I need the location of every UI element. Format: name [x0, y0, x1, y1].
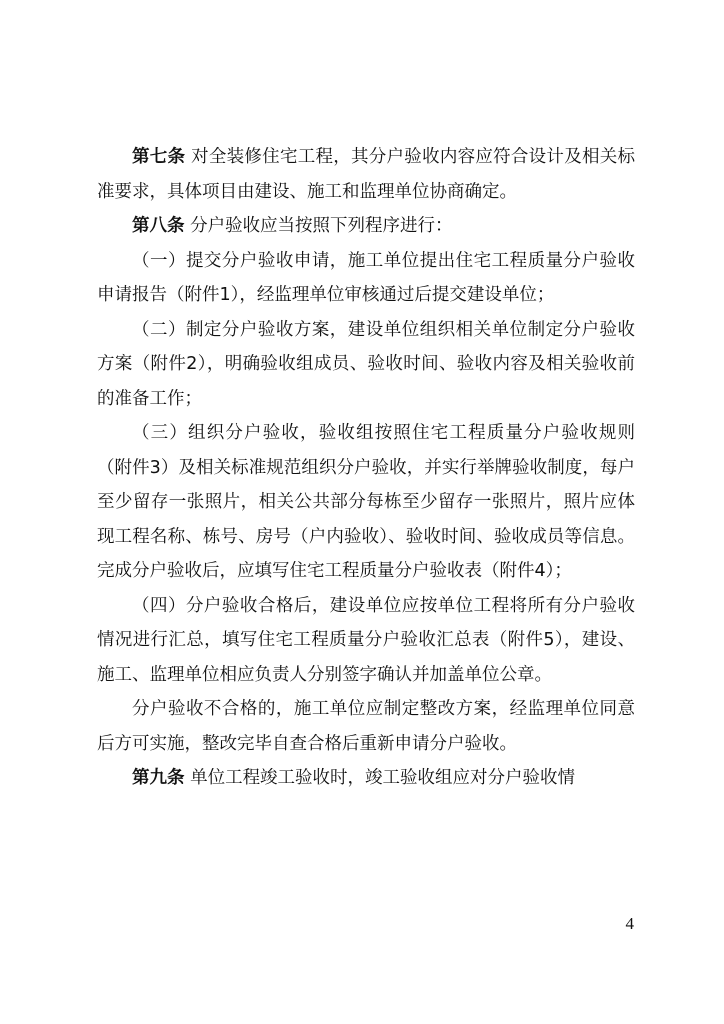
procedure-step-4-text: （四）分户验收合格后，建设单位应按单位工程将所有分户验收情况进行汇总，填写住宅工程质量分户验收汇总表（附件5），建设、施工、监理单位相应负责人分别签字确认并加盖单位公章。 [97, 595, 635, 685]
procedure-step-2 [97, 313, 635, 417]
procedure-step-4 [97, 589, 635, 693]
article-9-text: 单位工程竣工验收时，竣工验收组应对分户验收情 [184, 768, 576, 788]
procedure-step-1-text: （一）提交分户验收申请，施工单位提出住宅工程质量分户验收申请报告（附件1），经监理单位审核通过后提交建设单位； [97, 250, 635, 305]
procedure-step-2-text: （二）制定分户验收方案，建设单位组织相关单位制定分户验收方案（附件2），明确验收组成员、验收时间、验收内容及相关验收前的准备工作； [97, 319, 635, 409]
article-9-heading: 第九条 [132, 768, 185, 788]
article-7-heading: 第七条 [132, 147, 186, 167]
document-body [97, 140, 635, 796]
article-8-paragraph [97, 209, 635, 244]
procedure-step-3-text: （三）组织分户验收，验收组按照住宅工程质量分户验收规则（附件3）及相关标准规范组织分户验收，并实行举牌验收制度，每户至少留存一张照片，相关公共部分每栋至少留存一张照片，照片应体现工程名称、栋号、房号（户内验收）、验收时间、验收成员等信息。完成分户验收后，应填写住宅工程质量分户验收表（附件4）； [97, 423, 635, 581]
procedure-step-1 [97, 244, 635, 313]
article-7-text: 对全装修住宅工程，其分户验收内容应符合设计及相关标准要求，具体项目由建设、施工和监理单位协商确定。 [97, 147, 635, 202]
article-7-paragraph [97, 140, 635, 209]
article-9-paragraph [97, 761, 635, 796]
failed-inspection-paragraph [97, 692, 635, 761]
page-number: 4 [625, 914, 634, 933]
failed-inspection-text: 分户验收不合格的，施工单位应制定整改方案，经监理单位同意后方可实施，整改完毕自查合格后重新申请分户验收。 [97, 699, 635, 754]
article-8-heading: 第八条 [132, 216, 185, 236]
procedure-step-3 [97, 416, 635, 589]
article-8-text: 分户验收应当按照下列程序进行： [184, 216, 453, 236]
